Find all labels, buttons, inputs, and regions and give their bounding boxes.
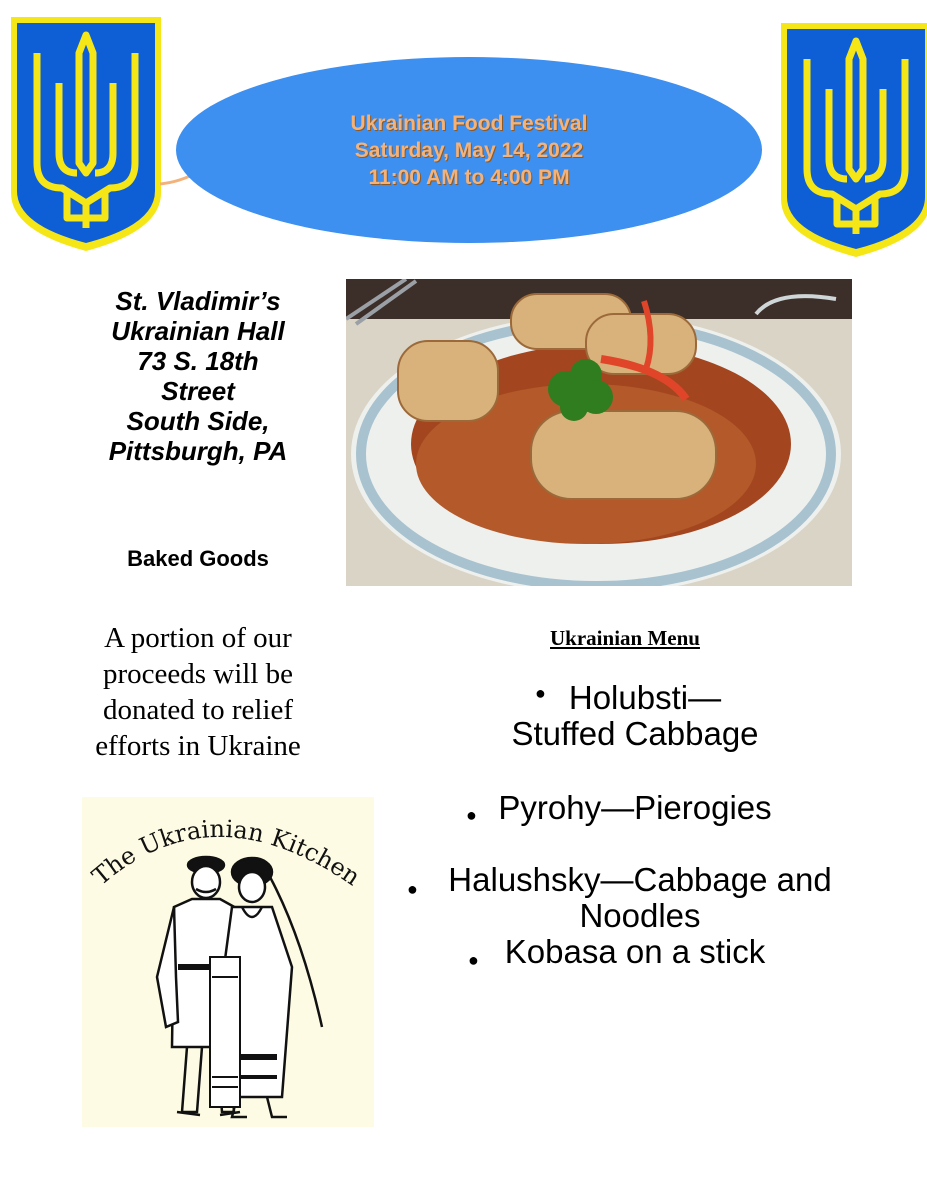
address-line: South Side, — [126, 406, 270, 436]
menu-item-line: Kobasa on a stick — [504, 933, 766, 970]
event-title: Ukrainian Food Festival — [350, 111, 588, 135]
trident-crest-left-icon — [7, 13, 165, 253]
svg-text:The Ukrainian Kitchen — [87, 815, 366, 891]
menu-title: Ukrainian Menu — [550, 626, 700, 650]
bullet-icon: ● — [466, 805, 477, 825]
address-line: Ukrainian Hall — [111, 316, 285, 346]
cabbage-rolls-photo — [346, 279, 852, 586]
venue-address — [60, 286, 336, 466]
address-line: St. Vladimir’s — [115, 286, 281, 316]
event-banner — [176, 57, 762, 243]
menu-item — [480, 934, 790, 970]
baked-goods-label: Baked Goods — [127, 546, 269, 571]
event-date: Saturday, May 14, 2022 — [354, 138, 584, 162]
address-line: 73 S. 18th — [137, 346, 259, 376]
trident-crest-right-icon — [777, 19, 927, 259]
menu-item — [480, 790, 790, 826]
address-line: Pittsburgh, PA — [108, 436, 288, 466]
proceeds-line: proceeds will be — [102, 658, 294, 690]
bullet-icon: ● — [407, 879, 418, 899]
ukrainian-kitchen-logo — [82, 797, 374, 1127]
menu-item — [425, 862, 855, 934]
menu-item-line: Noodles — [579, 897, 701, 934]
menu-item — [480, 680, 790, 752]
menu-item-line: Pyrohy—Pierogies — [498, 789, 772, 826]
menu-item-line: Halushsky—Cabbage and — [448, 861, 832, 898]
bullet-icon: ● — [535, 683, 546, 703]
proceeds-line: donated to relief — [102, 694, 294, 726]
proceeds-line: A portion of our — [104, 622, 292, 654]
event-time: 11:00 AM to 4:00 PM — [368, 165, 570, 189]
address-line: Street — [161, 376, 235, 406]
bullet-icon: ● — [468, 950, 479, 970]
logo-text: The Ukrainian Kitchen — [86, 814, 366, 892]
proceeds-line: efforts in Ukraine — [95, 730, 301, 762]
proceeds-note — [56, 620, 340, 764]
menu-item-line: Stuffed Cabbage — [511, 715, 759, 752]
menu-item-line: Holubsti— — [568, 679, 722, 716]
